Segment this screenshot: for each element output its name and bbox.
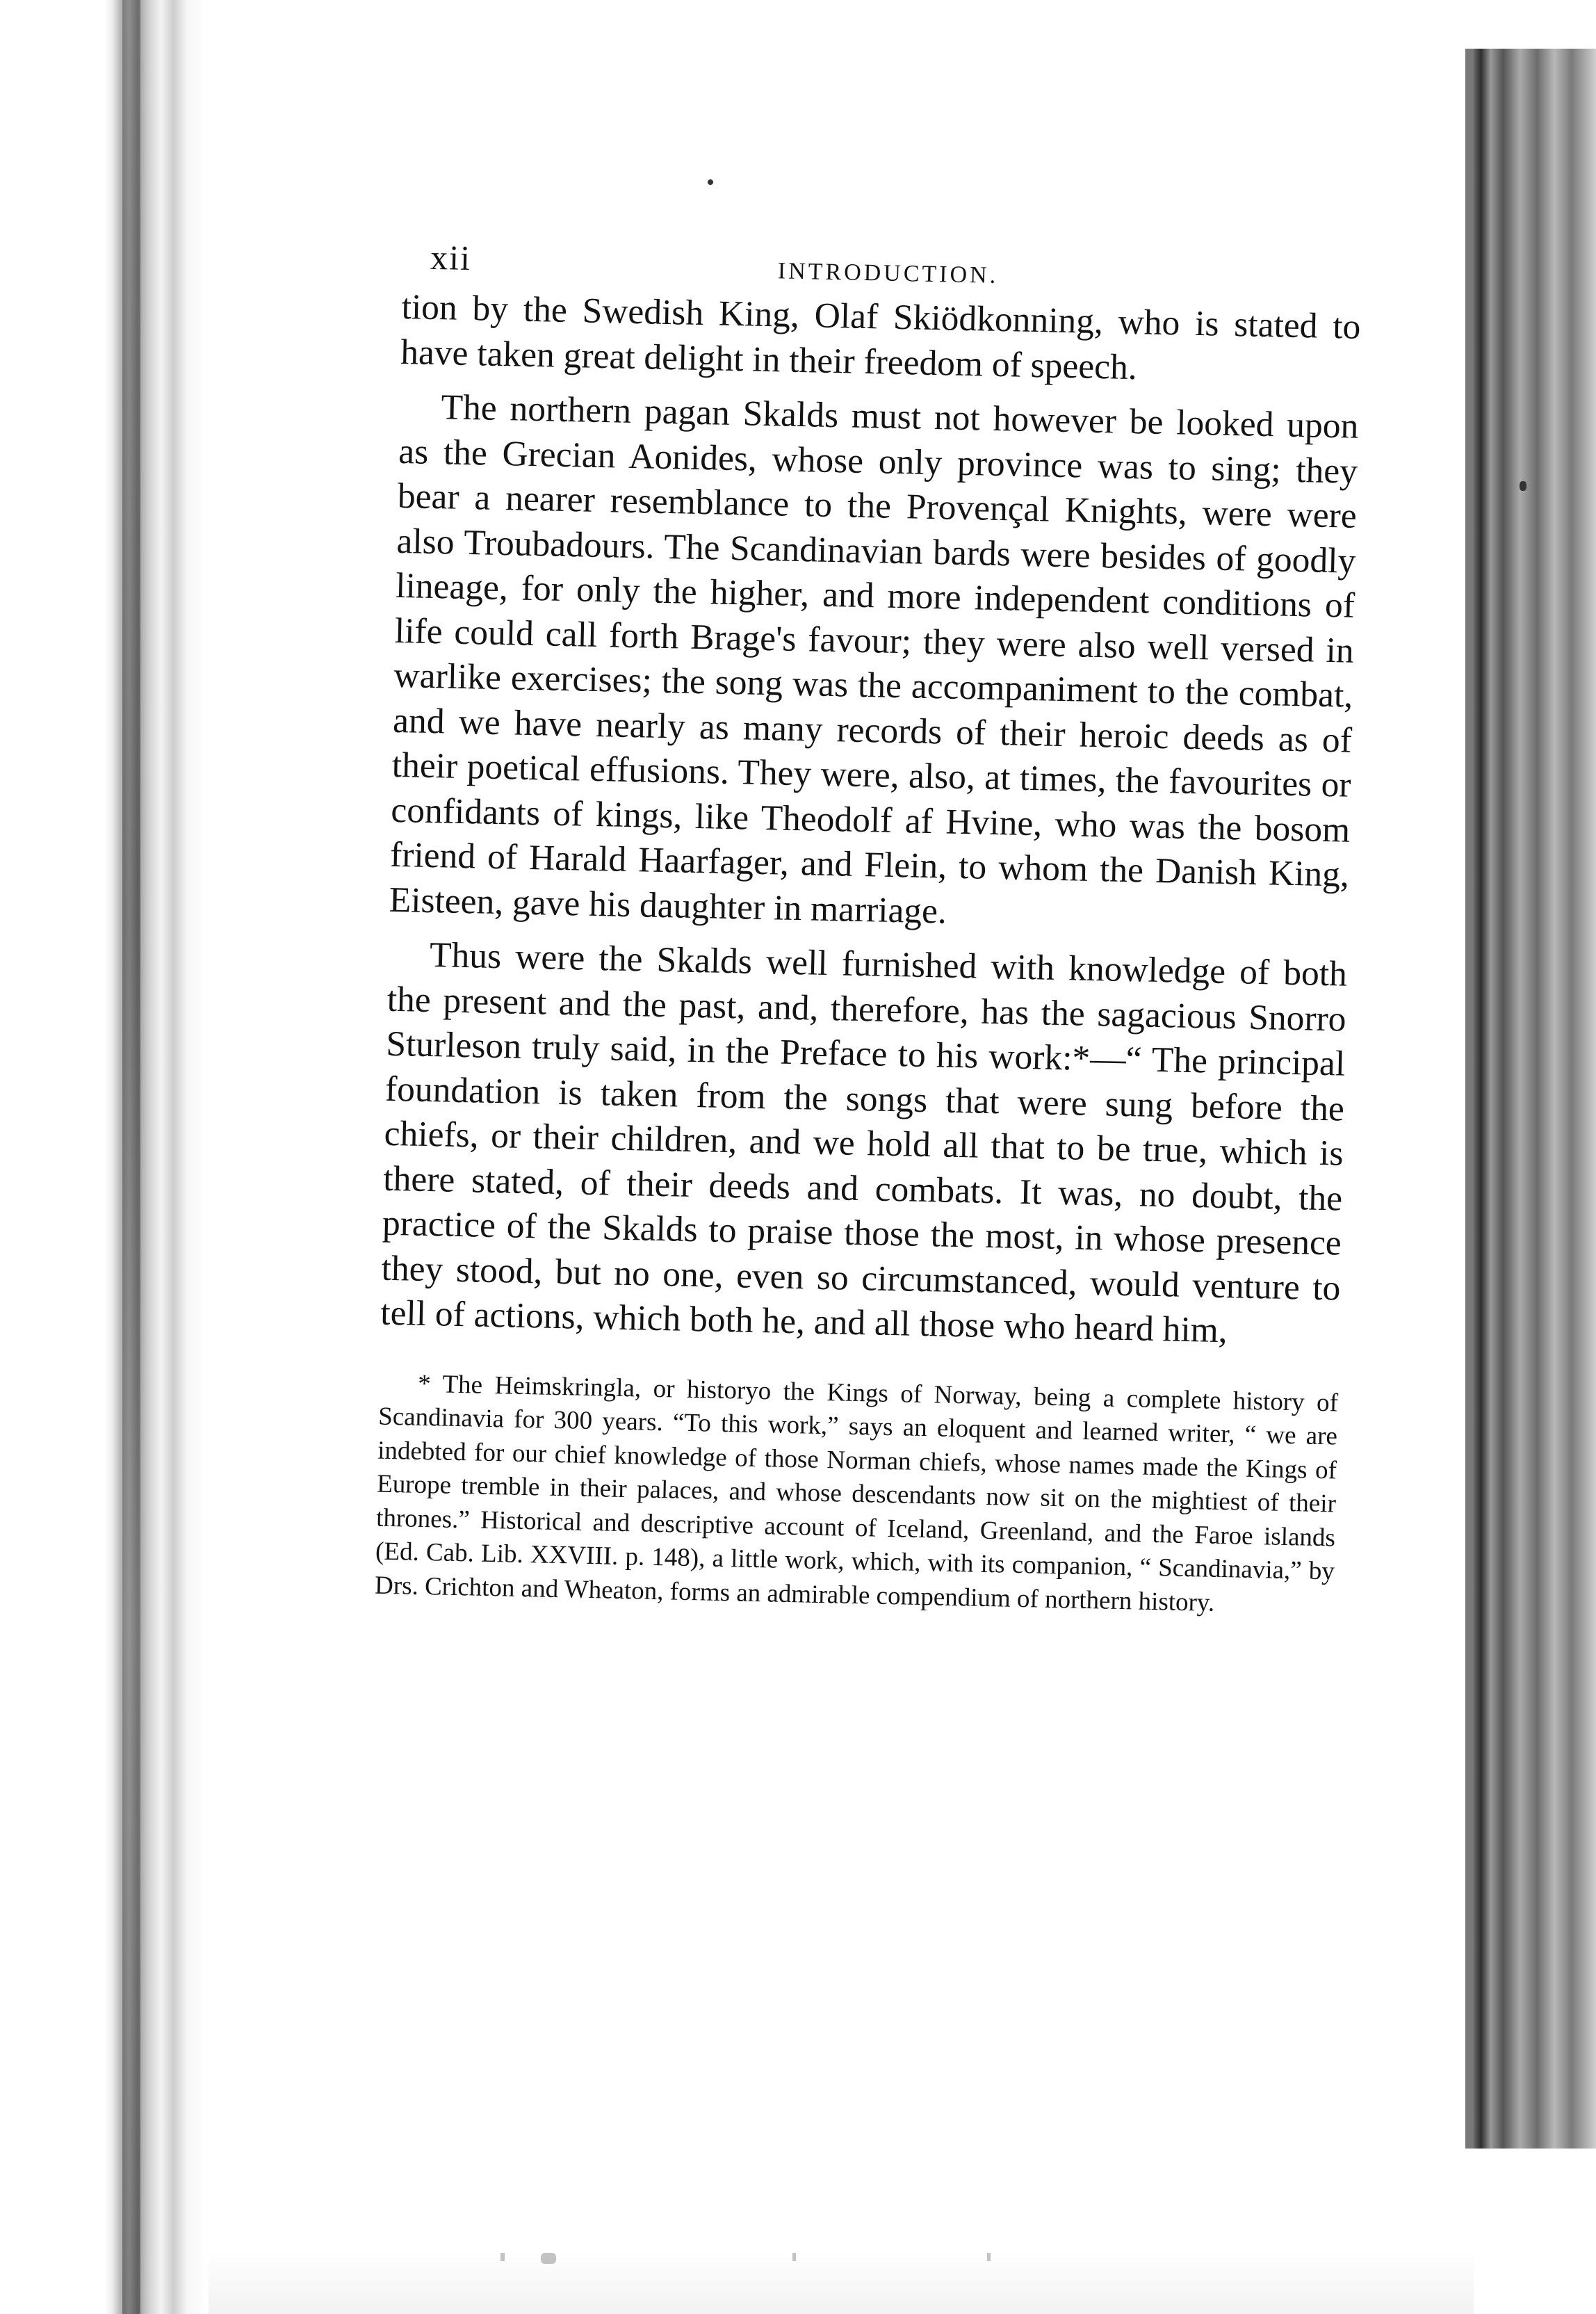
- ink-speck: [541, 2253, 556, 2264]
- ink-speck: [500, 2253, 505, 2261]
- ink-speck: [708, 179, 713, 185]
- body-text: [380, 285, 1361, 1356]
- paragraph: The northern pagan Skalds must not however be looked upon as the Grecian Aonides, whose only province was to sing; they bear a nearer resemblance to the Provençal Knights, were were also Troubadours. The Scandinavian bards were besides of goodly lineage, for only the higher, and more independent conditions of life could call forth Brage's favour; they were also well versed in warlike exercises; the song was the accompaniment to the combat, and we have nearly as many records of their heroic deeds as of their poetical effusions. They were, also, at times, the favourites or confidants of kings, like Theodolf af Hvine, who was the bosom friend of Harald Haarfager, and Flein, to whom the Danish King, Eisteen, gave his daughter in marriage.: [389, 387, 1359, 932]
- footnote-text: * The Heimskringla, or historyo the Kings of Norway, being a complete history of Scandinavia for 300 years. “To this work,” says an eloquent and learned writer, “ we are indebted for our chief knowledge of those Norman chiefs, whose names made the Kings of Europe tremble in their palaces, and whose descendants now sit on the mightiest of their thrones.” Historical and descriptive account of Iceland, Greenland, and the Faroe islands (Ed. Cab. Lib. XXVIII. p. 148), a little work, which, with its companion, “ Scandinavia,” by Drs. Crichton and Wheaton, forms an admirable compendium of northern history.: [374, 1369, 1339, 1617]
- book-binding-shadow: [104, 0, 209, 2314]
- page-bottom-margin: [209, 2155, 1474, 2314]
- ink-speck: [1520, 481, 1526, 491]
- page-text-block: [375, 229, 1362, 1622]
- paragraph: Thus were the Skalds well furnished with knowledge of both the present and the past, and, therefore, has the sagacious Snorro Sturleson truly said, in the Preface to his work:*—“ The principal foundation is taken from the songs that were sung before the chiefs, or their children, and we hold all that to be true, which is there stated, of their deeds and combats. It was, no doubt, the practice of the Skalds to praise those the most, in whose presence they stood, but no one, even so circumstanced, would venture to tell of actions, which both he, and all those who heard him,: [380, 935, 1348, 1351]
- book-gutter-line: [122, 0, 140, 2314]
- footnote: [375, 1366, 1339, 1622]
- page-number: xii: [430, 237, 472, 278]
- book-fore-edge: [1474, 49, 1596, 2149]
- ink-speck: [792, 2253, 796, 2261]
- running-title: INTRODUCTION.: [777, 258, 999, 289]
- paragraph: tion by the Swedish King, Olaf Skiödkonning, who is stated to have taken great delight in their freedom of speech.: [400, 286, 1361, 387]
- ink-speck: [987, 2253, 991, 2261]
